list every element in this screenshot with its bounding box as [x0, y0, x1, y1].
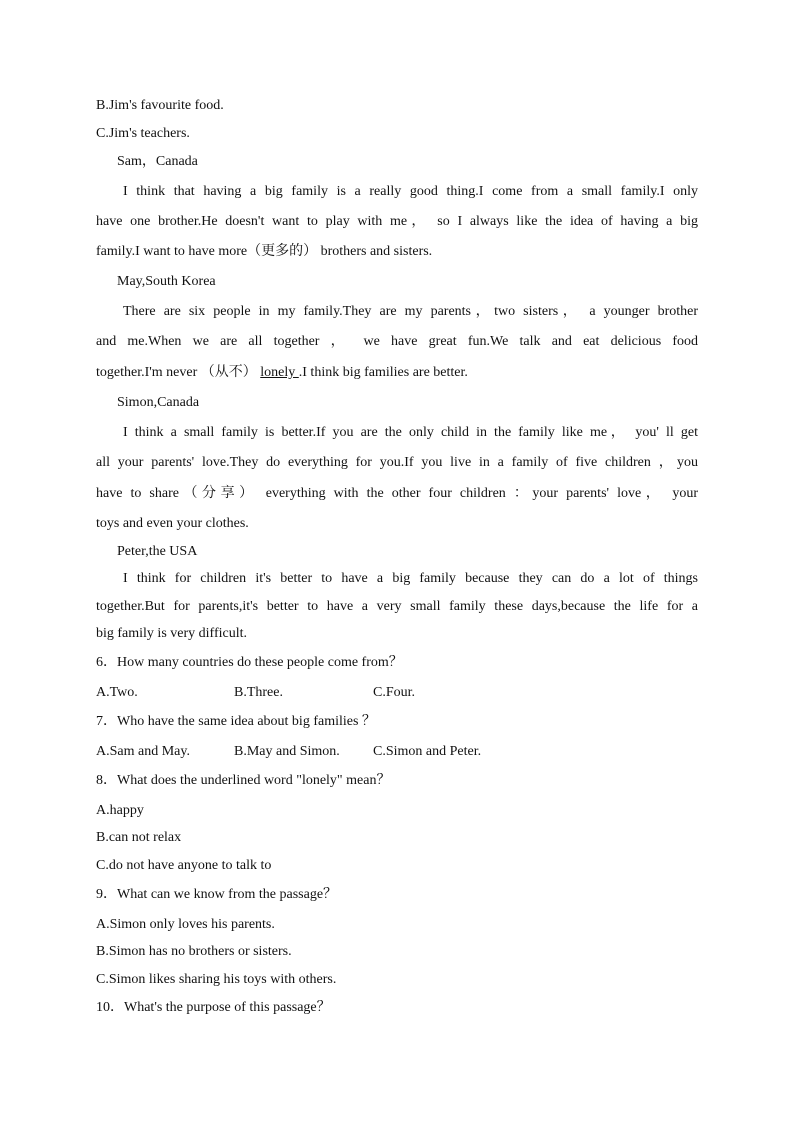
q6-option-c: C.Four.	[373, 685, 416, 700]
question-6: 6．How many countries do these people come from？	[96, 655, 403, 670]
question-10: 10．What's the purpose of this passage？	[96, 1000, 331, 1015]
question-8: 8．What does the underlined word "lonely" mean？	[96, 773, 391, 788]
speaker-may: May,South Korea	[117, 274, 216, 289]
q9-option-a: A.Simon only loves his parents.	[96, 917, 275, 932]
question-7: 7．Who have the same idea about big families ？	[96, 714, 376, 729]
may-line-2: and me.When we are all together ， we have great fun.We talk and eat delicious food	[96, 334, 698, 349]
simon-line-4: toys and even your clothes.	[96, 516, 249, 531]
q7-option-c: C.Simon and Peter.	[373, 744, 482, 759]
peter-line-1: I think for children it's better to have a big family because they can do a lot of things	[123, 571, 698, 586]
may-line-3-end: .I think big families are better.	[298, 365, 468, 380]
simon-line-3: have to share（分享） everything with the other four children ：your parents' love， your	[96, 486, 698, 501]
question-9: 9．What can we know from the passage？	[96, 887, 338, 902]
q6-option-b: B.Three.	[234, 685, 283, 700]
q9-option-b: B.Simon has no brothers or sisters.	[96, 944, 292, 959]
peter-line-2: together.But for parents,it's better to have a very small family these days,because the life for a	[96, 599, 698, 614]
q9-option-c: C.Simon likes sharing his toys with others.	[96, 972, 337, 987]
may-line-3	[96, 364, 698, 382]
q8-option-a: A.happy	[96, 803, 144, 818]
q8-option-b: B.can not relax	[96, 830, 182, 845]
sam-line-1: I think that having a big family is a really good thing.I come from a small family.I only	[123, 184, 698, 199]
sam-line-2: have one brother.He doesn't want to play with me， so I always like the idea of having a big	[96, 214, 698, 229]
q6-option-a: A.Two.	[96, 685, 138, 700]
option-c-prev: C.Jim's teachers.	[96, 126, 190, 141]
simon-line-2: all your parents' love.They do everything for you.If you live in a family of five children ，you	[96, 455, 698, 470]
speaker-peter: Peter,the USA	[117, 544, 198, 559]
sam-line-3: family.I want to have more（更多的） brothers and sisters.	[96, 244, 433, 259]
speaker-simon: Simon,Canada	[117, 395, 200, 410]
speaker-sam: Sam，Canada	[117, 154, 198, 169]
underlined-word-lonely: lonely	[260, 365, 299, 380]
option-b-prev: B.Jim's favourite food.	[96, 98, 224, 113]
simon-line-1: I think a small family is better.If you are the only child in the family like me， you' ll get	[123, 425, 698, 440]
may-line-3-start: together.I'm never （从不）	[96, 365, 261, 380]
peter-line-3: big family is very difficult.	[96, 626, 247, 641]
q8-option-c: C.do not have anyone to talk to	[96, 858, 272, 873]
may-line-1: There are six people in my family.They are my parents，two sisters， a younger brother	[123, 304, 698, 319]
q7-option-a: A.Sam and May.	[96, 744, 190, 759]
q7-option-b: B.May and Simon.	[234, 744, 340, 759]
